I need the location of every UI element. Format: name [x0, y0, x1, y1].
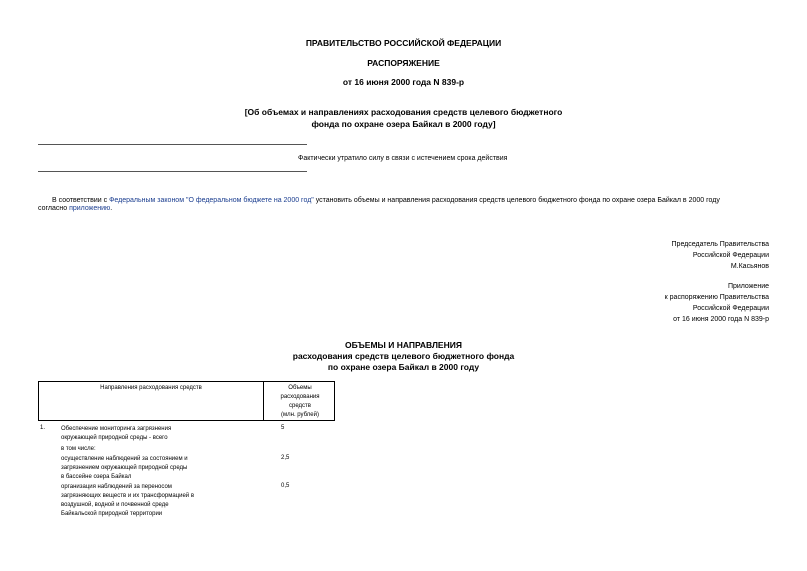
table-row-line: в бассейне озера Байкал: [61, 474, 132, 480]
appendix-link[interactable]: приложению: [69, 205, 111, 212]
table-col2-header: [264, 384, 336, 420]
body-paragraph-cont: [38, 205, 112, 212]
appendix-ref-line3: Российской Федерации: [692, 305, 769, 312]
table-row-value: 5: [281, 425, 285, 431]
table-col2-header-line: Объемы: [288, 385, 312, 391]
table-header: [38, 381, 335, 421]
table-col2-header-line: расходования: [280, 394, 320, 400]
table-row-text: [61, 483, 221, 519]
table-row-value: 2,5: [281, 455, 290, 461]
table-row-number: 1.: [40, 425, 46, 431]
separator-top: [38, 144, 307, 145]
appendix-title-line3: по охране озера Байкал в 2000 году: [327, 362, 480, 372]
table-row-line: организация наблюдений за переносом: [61, 484, 172, 490]
table-row-text: [61, 455, 221, 482]
body-text-2: установить объемы и направления расходования средств целевого бюджетного фонда по охране озера Байкал в 2000 году: [313, 197, 720, 204]
table-col2-header-line: средств: [289, 403, 311, 409]
table-row-line: загрязнением окружающей природной среды: [61, 465, 188, 471]
appendix-reference: [665, 281, 769, 325]
table-row-line: загрязняющих веществ и их трансформацией в: [61, 493, 195, 499]
doc-date-number: от 16 июня 2000 года N 839-р: [342, 77, 465, 87]
table-row-text: [61, 445, 221, 454]
separator-bottom: [38, 171, 307, 172]
doc-title-line2: фонда по охране озера Байкал в 2000 году]: [311, 119, 496, 129]
table-row-text: [61, 425, 221, 443]
federal-law-link[interactable]: Федеральным законом "О федеральном бюджете на 2000 год": [109, 197, 314, 204]
table-row-line: осуществление наблюдений за состоянием и: [61, 456, 188, 462]
table-row-line: в том числе:: [61, 446, 96, 452]
body-text-1: В соответствии с: [52, 197, 110, 204]
status-note: Фактически утратило силу в связи с истечением срока действия: [298, 155, 508, 162]
table-col1-header: Направления расходования средств: [100, 385, 202, 391]
appendix-ref-line4: от 16 июня 2000 года N 839-р: [673, 316, 769, 323]
appendix-ref-line1: Приложение: [727, 283, 769, 290]
body-paragraph: [38, 195, 768, 207]
government-heading: ПРАВИТЕЛЬСТВО РОССИЙСКОЙ ФЕДЕРАЦИИ: [305, 38, 502, 48]
signature-line2: Российской Федерации: [692, 252, 769, 259]
appendix-title-line1: ОБЪЕМЫ И НАПРАВЛЕНИЯ: [345, 340, 462, 350]
doc-type-heading: РАСПОРЯЖЕНИЕ: [367, 58, 440, 68]
signature-name: М.Касьянов: [730, 263, 769, 270]
signature-block: [672, 239, 769, 272]
table-row-value: 0,5: [281, 483, 290, 489]
body-text-4: .: [110, 205, 113, 212]
table-row-line: воздушной, водной и почвенной среде: [61, 502, 169, 508]
signature-line1: Председатель Правительства: [671, 241, 769, 248]
appendix-title-line2: расходования средств целевого бюджетного фонда: [292, 351, 515, 361]
body-text-3: согласно: [38, 205, 70, 212]
doc-title-line1: [Об объемах и направлениях расходования средств целевого бюджетного: [244, 107, 563, 117]
table-row-line: Обеспечение мониторинга загрязнения: [61, 426, 172, 432]
table-row-line: Байкальской природной территории: [61, 511, 163, 517]
table-row-line: окружающей природной среды - всего: [61, 435, 168, 441]
table-col2-header-line: (млн. рублей): [281, 412, 319, 418]
appendix-ref-line2: к распоряжению Правительства: [664, 294, 769, 301]
